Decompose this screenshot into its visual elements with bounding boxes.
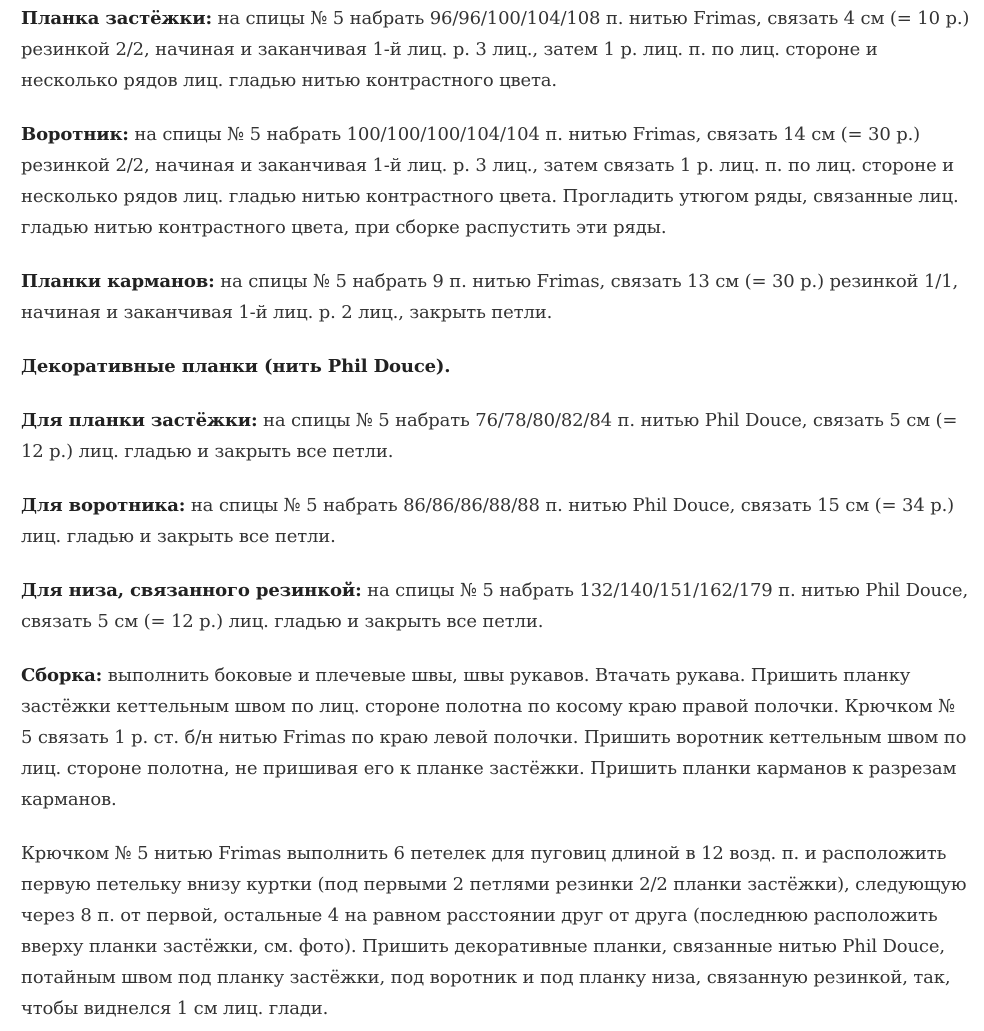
heading-for-button-band: Для планки застёжки: [21, 410, 258, 431]
text-buttonholes: Крючком № 5 нитью Frimas выполнить 6 петелек для пуговиц длиной в 12 возд. п. и расположить первую петельку внизу куртки (под первыми 2 петлями резинки 2/2 планки застёжки), следующую через 8 п. от первой, остальные 4 на равном расстоянии друг от друга (последнюю расположить вверху планки застёжки, см. фото). Пришить декоративные планки, связанные нитью Phil Douce, потайным швом под планку застёжки, под воротник и под планку низа, связанную резинкой, так, чтобы виднелся 1 см лиц. глади. [21, 843, 967, 1019]
paragraph-for-button-band [21, 405, 970, 467]
text-assembly: выполнить боковые и плечевые швы, швы рукавов. Втачать рукава. Пришить планку застёжки кеттельным швом по лиц. стороне полотна по косому краю правой полочки. Крючком № 5 связать 1 р. ст. б/н нитью Frimas по краю левой полочки. Пришить воротник кеттельным швом по лиц. стороне полотна, не пришивая его к планке застёжки. Пришить планки карманов к разрезам карманов. [21, 665, 967, 810]
paragraph-for-collar [21, 490, 970, 552]
heading-pocket-bands: Планки карманов: [21, 271, 215, 292]
paragraph-button-band [21, 3, 970, 96]
text-for-button-band: на спицы № 5 набрать 76/78/80/82/84 п. нитью Phil Douce, связать 5 см (= 12 р.) лиц. гладью и закрыть все петли. [21, 410, 958, 462]
paragraph-collar [21, 119, 970, 243]
heading-for-collar: Для воротника: [21, 495, 186, 516]
paragraph-pocket-bands [21, 266, 970, 328]
text-button-band: на спицы № 5 набрать 96/96/100/104/108 п. нитью Frimas, связать 4 см (= 10 р.) резинкой 2/2, начиная и заканчивая 1-й лиц. р. 3 лиц., затем 1 р. лиц. п. по лиц. стороне и несколько рядов лиц. гладью нитью контрастного цвета. [21, 8, 970, 91]
paragraph-buttonholes [21, 838, 970, 1024]
heading-decorative-bands: Декоративные планки (нить Phil Douce). [21, 356, 451, 377]
paragraph-for-ribbed-hem [21, 575, 970, 637]
heading-assembly: Сборка: [21, 665, 103, 686]
paragraph-assembly [21, 660, 970, 815]
heading-for-ribbed-hem: Для низа, связанного резинкой: [21, 580, 362, 601]
text-for-ribbed-hem: на спицы № 5 набрать 132/140/151/162/179 п. нитью Phil Douce, связать 5 см (= 12 р.) лиц. гладью и закрыть все петли. [21, 580, 969, 632]
text-pocket-bands: на спицы № 5 набрать 9 п. нитью Frimas, связать 13 см (= 30 р.) резинкой 1/1, начиная и заканчивая 1-й лиц. р. 2 лиц., закрыть петли. [21, 271, 959, 323]
text-for-collar: на спицы № 5 набрать 86/86/86/88/88 п. нитью Phil Douce, связать 15 см (= 34 р.) лиц. гладью и закрыть все петли. [21, 495, 955, 547]
heading-button-band: Планка застёжки: [21, 8, 212, 29]
heading-collar: Воротник: [21, 124, 129, 145]
paragraph-decorative-bands [21, 351, 970, 382]
text-collar: на спицы № 5 набрать 100/100/100/104/104 п. нитью Frimas, связать 14 см (= 30 р.) резинкой 2/2, начиная и заканчивая 1-й лиц. р. 3 лиц., затем связать 1 р. лиц. п. по лиц. стороне и несколько рядов лиц. гладью нитью контрастного цвета. Прогладить утюгом ряды, связанные лиц. гладью нитью контрастного цвета, при сборке распустить эти ряды. [21, 124, 959, 238]
